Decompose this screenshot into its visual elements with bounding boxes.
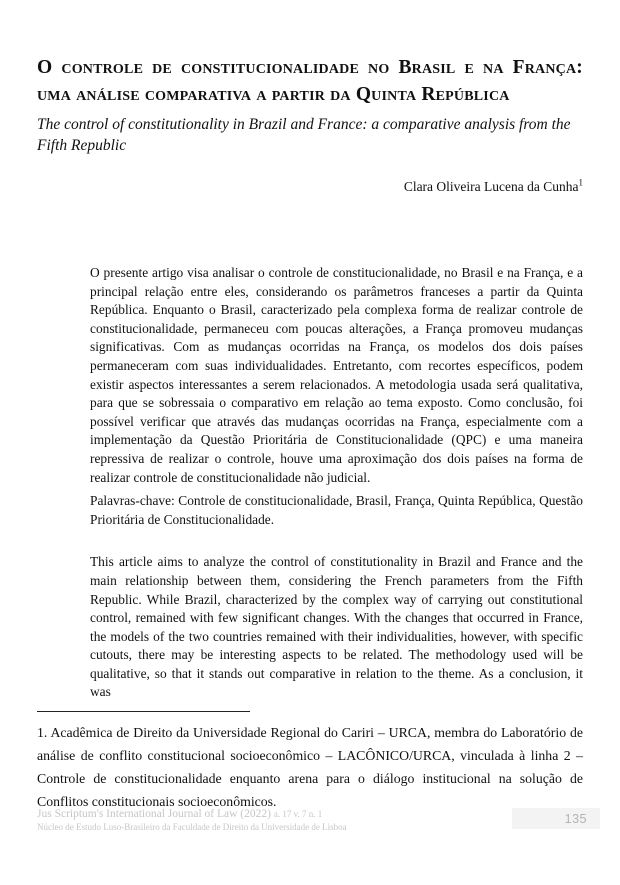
abstract-section bbox=[37, 264, 583, 702]
footnote-text: 1. Acadêmica de Direito da Universidade Regional do Cariri – URCA, membra do Laboratório de análise de conflito constitucional socioeconômico – LACÔNICO/URCA, vinculada à linha 2 – Controle de constitucionalidade enquanto arena para o diálogo institucional na solução de Conflitos constitucionais socioeconômicos. bbox=[37, 725, 583, 810]
page-number: 135 bbox=[512, 808, 600, 829]
author-line bbox=[37, 178, 583, 196]
page-footer bbox=[37, 808, 600, 833]
keywords-portuguese: Palavras-chave: Controle de constitucionalidade, Brasil, França, Quinta República, Questão Prioritária de Constitucionalidade. bbox=[90, 493, 583, 527]
journal-title-line bbox=[37, 808, 347, 821]
article-subtitle-en: The control of constitutionality in Brazil and France: a comparative analysis from the Fifth Republic bbox=[37, 116, 571, 154]
article-title: O controle de constitucionalidade no Brasil e na França: uma análise comparativa a partir da Quinta República bbox=[37, 57, 583, 105]
journal-issue: a. 17 v. 7 n. 1 bbox=[273, 809, 323, 819]
journal-info bbox=[37, 808, 347, 833]
journal-title: Jus Scriptum's International Journal of Law (2022) bbox=[37, 808, 271, 820]
author-name: Clara Oliveira Lucena da Cunha bbox=[403, 179, 579, 194]
abstract-english: This article aims to analyze the control of constitutionality in Brazil and France and the main relationship between them, considering the French parameters from the Fifth Republic. While Brazil, characterized by the complex way of carrying out constitutional control, remained with few significant changes. With the changes that occurred in France, the models of the two countries remained with their individualities, however, with specific cutouts, there may be interesting aspects to be related. The methodology used will be qualitative, so that it stands out comparative in relation to the theme. As a conclusion, it was bbox=[90, 554, 583, 700]
footnote-separator bbox=[37, 711, 250, 712]
journal-institution: Núcleo de Estudo Luso-Brasileiro da Faculdade de Direito da Universidade de Lisboa bbox=[37, 822, 347, 832]
abstract-portuguese: O presente artigo visa analisar o controle de constitucionalidade, no Brasil e na França, e a principal relação entre eles, considerando os parâmetros franceses a partir da Quinta República. Enquanto o Brasil, caracterizado pela complexa forma de realizar controle de constitucionalidade, permaneceu com poucas alterações, a França promoveu mudanças significativas. Com as mudanças ocorridas na França, os modelos dos dois países permaneceram com suas individualidades. Entretanto, com recortes específicos, podem existir aspectos interessantes a serem relacionados. A metodologia usada será qualitativa, para que se sobressaia o comparativo em relação ao tema exposto. Como conclusão, foi possível verificar que através das mudanças ocorridas na França, especialmente com a implementação da Questão Prioritária de Constitucionalidade (QPC) e uma maneira repressiva de realizar o controle, houve uma aproximação dos dois países na forma de realizar controle de constitucionalidade não judicial. bbox=[90, 265, 583, 485]
author-footnote-ref: 1 bbox=[578, 177, 583, 188]
